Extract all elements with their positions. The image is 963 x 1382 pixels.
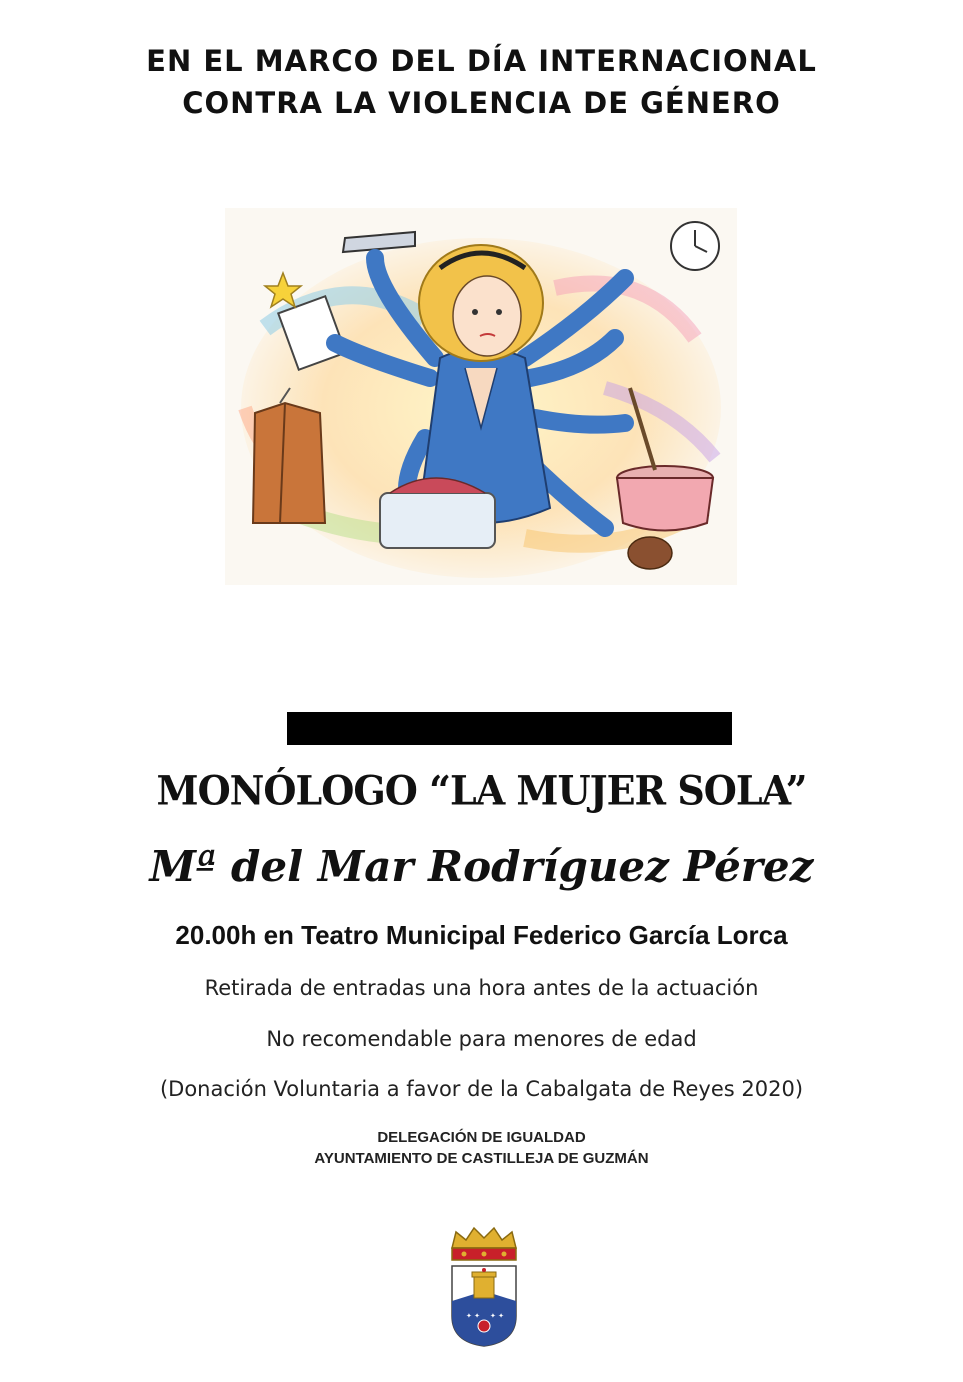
municipal-coat-of-arms-icon (444, 1226, 524, 1348)
redacted-bar (287, 712, 732, 745)
performer-name: Mª del Mar Rodríguez Pérez (149, 842, 814, 891)
multitasking-woman-illustration (225, 208, 737, 585)
event-time-venue: 20.00h en Teatro Municipal Federico García Lorca (175, 920, 788, 950)
age-note: No recomendable para menores de edad (266, 1027, 697, 1051)
donation-note: (Donación Voluntaria a favor de la Cabalgata de Reyes 2020) (159, 1077, 804, 1101)
organizer-line-2: AYUNTAMIENTO DE CASTILLEJA DE GUZMÁN (314, 1150, 649, 1167)
header-line-2: CONTRA LA VIOLENCIA DE GÉNERO (182, 86, 781, 120)
organizer-line-1: DELEGACIÓN DE IGUALDAD (377, 1129, 586, 1146)
crest-svg (444, 1226, 524, 1348)
header-line-1: EN EL MARCO DEL DÍA INTERNACIONAL (146, 44, 817, 78)
event-title: MONÓLOGO “LA MUJER SOLA” (156, 766, 807, 815)
svg-text:✦ ✦: ✦ ✦ (490, 1312, 504, 1320)
ticket-note: Retirada de entradas una hora antes de la actuación (204, 976, 759, 1000)
svg-text:✦ ✦: ✦ ✦ (466, 1312, 480, 1320)
organizer-block (0, 1127, 963, 1169)
illustration-svg (225, 208, 737, 585)
poster-header (0, 40, 963, 124)
